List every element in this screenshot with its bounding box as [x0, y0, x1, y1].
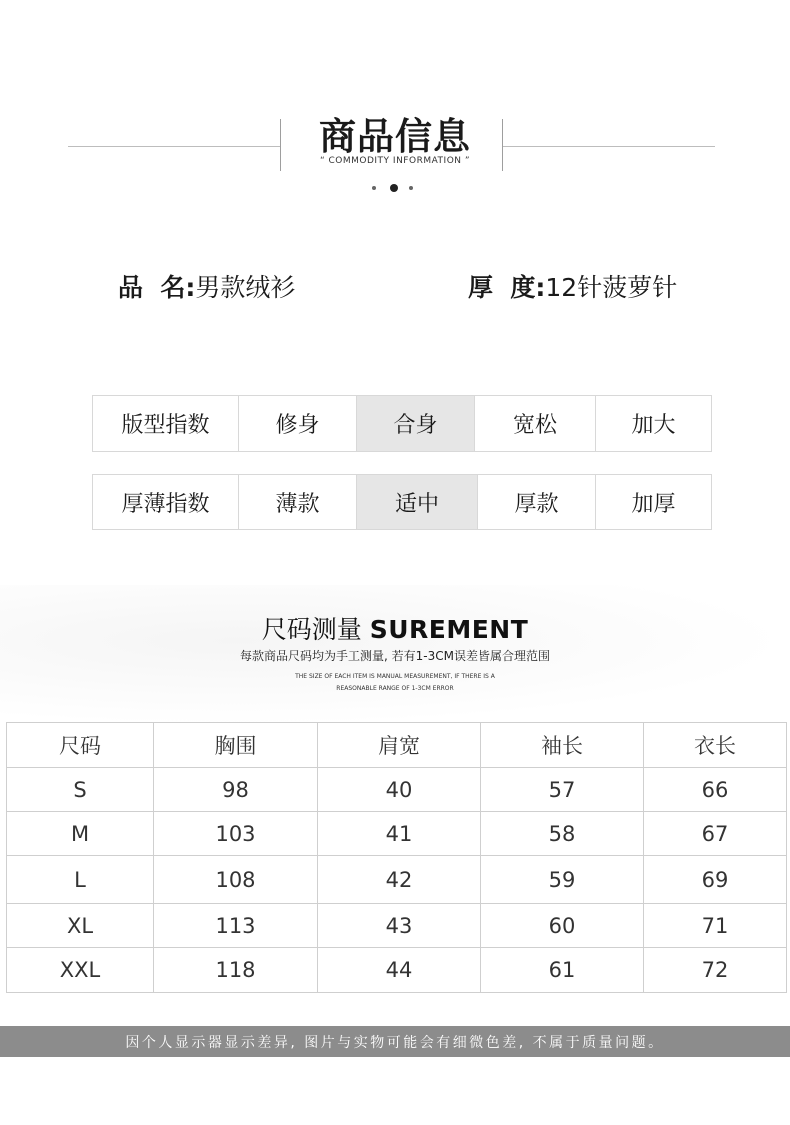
cell-sleeve: 60 — [481, 904, 644, 948]
header-length: 衣长 — [644, 723, 787, 768]
size-table — [6, 722, 787, 993]
measurement-note: 每款商品尺码均为手工测量, 若有1-3CM误差皆属合理范围 — [240, 649, 550, 663]
cell-size: M — [7, 812, 154, 856]
size-table-header — [7, 723, 787, 768]
cell-sleeve: 61 — [481, 948, 644, 993]
measurement-title-cn: 尺码测量 — [261, 615, 362, 644]
table-row — [7, 904, 787, 948]
header-line-right — [503, 146, 715, 147]
table-row — [7, 812, 787, 856]
header-chest: 胸围 — [154, 723, 318, 768]
cell-shoulder: 41 — [318, 812, 481, 856]
page-subtitle: “ COMMODITY INFORMATION ” — [319, 156, 471, 166]
cell-length: 69 — [644, 856, 787, 904]
cell-sleeve: 57 — [481, 768, 644, 812]
measurement-note-en-1: THE SIZE OF EACH ITEM IS MANUAL MEASUREMENT, IF THERE IS A — [295, 673, 495, 680]
dot-left — [372, 186, 376, 190]
thickness-option-extra-thick: 加厚 — [595, 475, 711, 529]
cell-shoulder: 44 — [318, 948, 481, 993]
cell-size: S — [7, 768, 154, 812]
header-shoulder: 肩宽 — [318, 723, 481, 768]
product-name-value: 男款绒衫 — [195, 273, 296, 302]
thickness-value: 12针菠萝针 — [545, 273, 678, 302]
cell-sleeve: 59 — [481, 856, 644, 904]
product-name-label: 品 名: — [118, 273, 196, 302]
fit-option-plus: 加大 — [595, 396, 711, 451]
cell-size: L — [7, 856, 154, 904]
product-name-row — [118, 268, 295, 304]
thickness-index-label: 厚薄指数 — [121, 491, 210, 517]
cell-length: 71 — [644, 904, 787, 948]
disclaimer-text: 因个人显示器显示差异, 图片与实物可能会有细微色差, 不属于质量问题。 — [125, 1034, 665, 1051]
fit-option-regular: 合身 — [356, 396, 474, 451]
cell-shoulder: 42 — [318, 856, 481, 904]
thickness-row — [468, 268, 677, 304]
dot-right — [409, 186, 413, 190]
table-row — [7, 768, 787, 812]
cell-chest: 113 — [154, 904, 318, 948]
header-sleeve: 袖长 — [481, 723, 644, 768]
thickness-index-table — [92, 474, 712, 530]
cell-size: XL — [7, 904, 154, 948]
fit-index-label: 版型指数 — [121, 413, 210, 438]
page-title: 商品信息 — [319, 115, 471, 158]
table-row — [7, 856, 787, 904]
cell-sleeve: 58 — [481, 812, 644, 856]
cell-size: XXL — [7, 948, 154, 993]
measurement-note-en-2: REASONABLE RANGE OF 1-3CM ERROR — [336, 685, 454, 692]
cell-chest: 103 — [154, 812, 318, 856]
cell-length: 72 — [644, 948, 787, 993]
cell-shoulder: 40 — [318, 768, 481, 812]
dot-center — [390, 184, 398, 192]
cell-length: 66 — [644, 768, 787, 812]
cell-chest: 118 — [154, 948, 318, 993]
measurement-title-en: SUREMENT — [369, 615, 529, 644]
thickness-option-thin: 薄款 — [238, 475, 356, 529]
measurement-title — [0, 610, 790, 646]
fit-option-slim: 修身 — [238, 396, 356, 451]
header-size: 尺码 — [7, 723, 154, 768]
table-row — [7, 948, 787, 993]
thickness-option-medium: 适中 — [356, 475, 477, 529]
cell-length: 67 — [644, 812, 787, 856]
fit-option-loose: 宽松 — [474, 396, 595, 451]
disclaimer-bar — [0, 1026, 790, 1057]
thickness-option-thick: 厚款 — [477, 475, 595, 529]
cell-chest: 98 — [154, 768, 318, 812]
header-line-left — [68, 146, 280, 147]
cell-chest: 108 — [154, 856, 318, 904]
thickness-label: 厚 度: — [468, 273, 546, 302]
cell-shoulder: 43 — [318, 904, 481, 948]
fit-index-table — [92, 395, 712, 452]
